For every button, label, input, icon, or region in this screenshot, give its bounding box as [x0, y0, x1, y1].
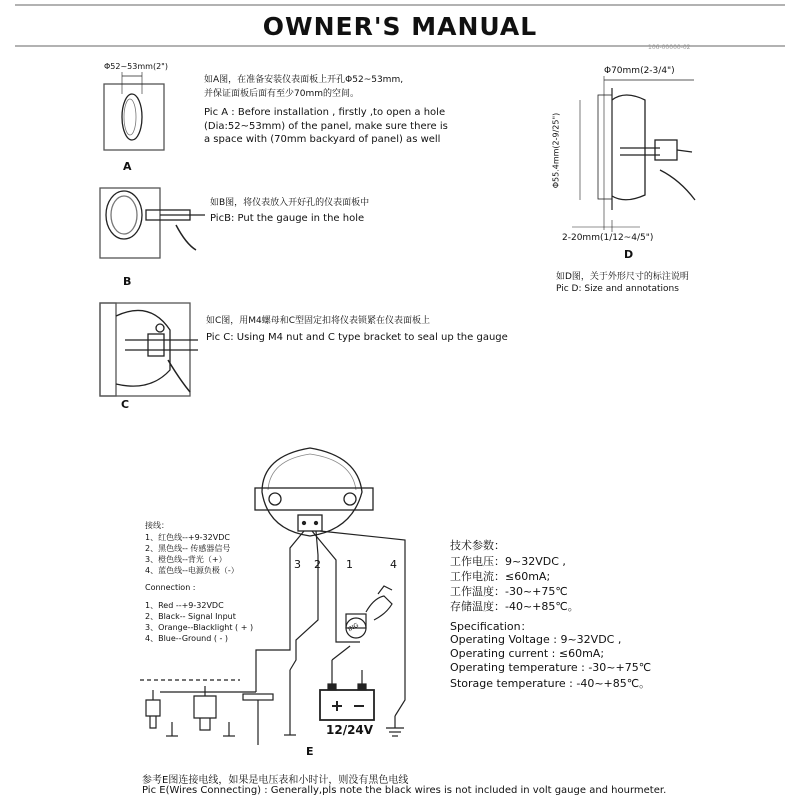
pic-d-label: D — [624, 248, 634, 261]
wiring-cn-item: 2、黑色线-- 传感器信号 — [145, 544, 231, 553]
page-title: OWNER'S MANUAL — [262, 12, 538, 41]
specs-cn-item: 工作温度：-30~+75℃ — [450, 585, 568, 598]
pic-a-en-line3: a space with (70mm backyard of panel) as well — [204, 134, 441, 145]
pic-b-en: PicB: Put the gauge in the hole — [210, 213, 365, 224]
specs-en-heading: Specification： — [450, 620, 532, 633]
wiring-en-item: 4、Blue--Ground ( - ) — [145, 634, 229, 643]
pic-a-cn-line2: 并保证面板后面有至少70mm的空间。 — [204, 89, 359, 99]
pic-c-drawing — [100, 303, 198, 396]
specs-cn-heading: 技术参数： — [450, 539, 505, 552]
wiring-en-item: 1、Red --+9-32VDC — [145, 601, 224, 610]
wiring-cn-heading: 接线： — [145, 521, 169, 530]
pic-c-en: Pic C: Using M4 nut and C type bracket to seal up the gauge — [206, 332, 508, 343]
wire-number: 3 — [294, 558, 301, 571]
doc-number: 106-00000-02 — [648, 44, 691, 51]
pic-e-cn-caption: 参考E图连接电线，如果是电压表和小时计，则没有黑色电线 — [142, 775, 409, 786]
pic-d-height-dimension: Φ55.4mm(2-9/25") — [551, 112, 561, 189]
pic-c-cn: 如C图，用M4螺母和C型固定扣将仪表锁紧在仪表面板上 — [206, 316, 431, 326]
pic-a-label: A — [123, 160, 132, 173]
pic-a-drawing — [104, 72, 164, 150]
wire-number: 1 — [346, 558, 353, 571]
pic-d-en: Pic D: Size and annotations — [556, 284, 679, 294]
wire-number: 2 — [314, 558, 321, 571]
wiring-en-item: 3、Orange--Blacklight ( + ) — [145, 623, 254, 632]
specs-en-item: Operating temperature : -30~+75℃ — [450, 661, 652, 674]
wiring-cn-item: 3、橙色线--背光（+） — [145, 555, 227, 564]
specs-cn-item: 工作电压：9~32VDC , — [450, 555, 566, 568]
specs-en-item: Operating Voltage : 9~32VDC , — [450, 633, 622, 646]
pic-b-drawing — [100, 188, 205, 258]
wiring-en-heading: Connection : — [145, 583, 196, 592]
pic-a-dimension: Φ52~53mm(2") — [104, 62, 168, 71]
ignition-switch-label: ING — [346, 621, 360, 634]
pic-d-panel-dimension: 2-20mm(1/12~4/5") — [562, 233, 654, 243]
pic-a-en-line2: (Dia:52~53mm) of the panel, make sure there is — [204, 121, 448, 132]
pic-e-label: E — [306, 745, 314, 758]
pic-c-label: C — [121, 398, 130, 411]
specs-cn-item: 工作电流：≤60mA; — [450, 570, 551, 583]
pic-d-cn: 如D图，关于外形尺寸的标注说明 — [556, 272, 689, 282]
pic-a-cn-line1: 如A图，在准备安装仪表面板上开孔Φ52~53mm, — [204, 75, 404, 85]
pic-b-cn: 如B图，将仪表放入开好孔的仪表面板中 — [210, 198, 370, 208]
specs-en-item: Storage temperature : -40~+85℃。 — [450, 677, 651, 690]
wiring-cn-item: 4、蓝色线--电源负极（-） — [145, 566, 239, 575]
wiring-cn-item: 1、红色线--+9-32VDC — [145, 533, 230, 542]
battery-voltage-label: 12/24V — [326, 723, 374, 737]
pic-d-drawing — [572, 76, 695, 232]
specs-en-item: Operating current : ≤60mA; — [450, 647, 605, 660]
wiring-en-item: 2、Black-- Signal Input — [145, 612, 236, 621]
pic-d-depth-dimension: Φ70mm(2-3/4") — [604, 66, 675, 76]
pic-e-gauge — [255, 448, 373, 536]
pic-a-en-line1: Pic A : Before installation , firstly ,to open a hole — [204, 107, 446, 118]
pic-e-en-caption: Pic E(Wires Connecting) : Generally,pls note the black wires is not included in volt gauge and hourmeter. — [142, 785, 667, 796]
pic-b-label: B — [123, 275, 132, 288]
wire-number: 4 — [390, 558, 397, 571]
specs-cn-item: 存储温度：-40~+85℃。 — [450, 600, 579, 613]
